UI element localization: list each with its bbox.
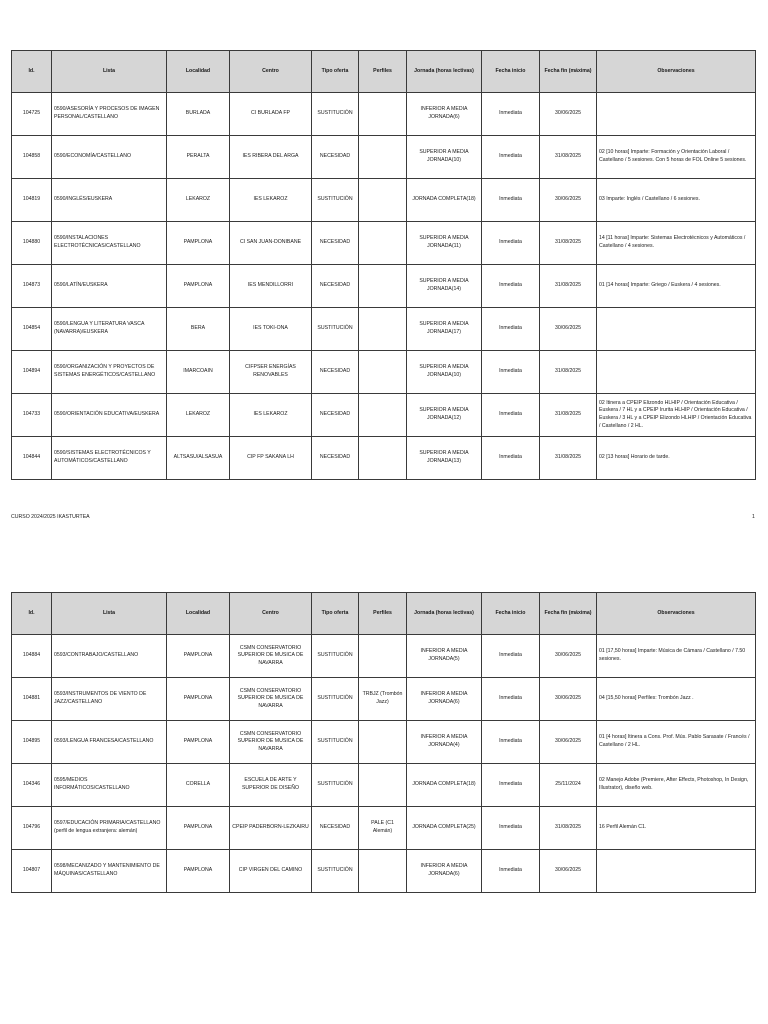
table-row: [12, 308, 756, 351]
header-localidad: Localidad: [167, 593, 230, 635]
cell-fecha-fin: 31/08/2025: [540, 265, 597, 308]
cell-localidad: PAMPLONA: [167, 222, 230, 265]
cell-id: 104880: [12, 222, 52, 265]
cell-lista: 0590/SISTEMAS ELECTROTÉCNICOS Y AUTOMÁTICOS/CASTELLANO: [52, 437, 167, 480]
cell-id: 104894: [12, 351, 52, 394]
cell-fecha-fin: 30/06/2025: [540, 635, 597, 678]
table-row: [12, 807, 756, 850]
cell-id: 104881: [12, 678, 52, 721]
cell-lista: 0590/ORGANIZACIÓN Y PROYECTOS DE SISTEMAS ENERGÉTICOS/CASTELLANO: [52, 351, 167, 394]
cell-localidad: ALTSASU/ALSASUA: [167, 437, 230, 480]
cell-lista: 0590/ASESORÍA Y PROCESOS DE IMAGEN PERSONAL/CASTELLANO: [52, 93, 167, 136]
cell-fecha-fin: 30/06/2025: [540, 721, 597, 764]
table-row: [12, 437, 756, 480]
cell-jornada: INFERIOR A MEDIA JORNADA(6): [407, 678, 482, 721]
cell-jornada: SUPERIOR A MEDIA JORNADA(11): [407, 222, 482, 265]
cell-centro: CSMN CONSERVATORIO SUPERIOR DE MUSICA DE NAVARRA: [230, 721, 312, 764]
cell-id: 104884: [12, 635, 52, 678]
cell-id: 104858: [12, 136, 52, 179]
table-row: [12, 265, 756, 308]
header-lista: Lista: [52, 593, 167, 635]
cell-jornada: SUPERIOR A MEDIA JORNADA(12): [407, 394, 482, 437]
cell-tipo-oferta: SUSTITUCIÓN: [312, 764, 359, 807]
cell-jornada: JORNADA COMPLETA(18): [407, 764, 482, 807]
table-row: [12, 93, 756, 136]
cell-fecha-inicio: Inmediata: [482, 635, 540, 678]
table-header-row: [12, 593, 756, 635]
cell-centro: CIP FP SAKANA LH: [230, 437, 312, 480]
header-fecha-inicio: Fecha inicio: [482, 51, 540, 93]
cell-fecha-fin: 30/06/2025: [540, 678, 597, 721]
cell-lista: 0590/LENGUA Y LITERATURA VASCA (NAVARRA)/EUSKERA: [52, 308, 167, 351]
cell-id: 104844: [12, 437, 52, 480]
cell-id: 104854: [12, 308, 52, 351]
cell-tipo-oferta: SUSTITUCIÓN: [312, 179, 359, 222]
cell-fecha-fin: 25/11/2024: [540, 764, 597, 807]
cell-fecha-fin: 31/08/2025: [540, 807, 597, 850]
table-row: [12, 351, 756, 394]
table-row: [12, 678, 756, 721]
cell-lista: 0593/CONTRABAJO/CASTELLANO: [52, 635, 167, 678]
table-header-row: [12, 51, 756, 93]
cell-lista: 0597/EDUCACIÓN PRIMARIA/CASTELLANO (perfil de lengua extranjera: alemán): [52, 807, 167, 850]
cell-tipo-oferta: NECESIDAD: [312, 136, 359, 179]
cell-perfiles: [359, 222, 407, 265]
cell-observaciones: 01 [14 horas] Imparte: Griego / Euskera / 4 sesiones.: [597, 265, 756, 308]
cell-observaciones: 16 Perfil Alemán C1.: [597, 807, 756, 850]
header-jornada: Jornada (horas lectivas): [407, 593, 482, 635]
cell-jornada: INFERIOR A MEDIA JORNADA(5): [407, 635, 482, 678]
cell-id: 104733: [12, 394, 52, 437]
cell-centro: IES TOKI-ONA: [230, 308, 312, 351]
cell-fecha-inicio: Inmediata: [482, 721, 540, 764]
cell-fecha-inicio: Inmediata: [482, 764, 540, 807]
cell-fecha-inicio: Inmediata: [482, 179, 540, 222]
cell-fecha-fin: 31/08/2025: [540, 437, 597, 480]
cell-fecha-fin: 30/06/2025: [540, 308, 597, 351]
cell-centro: IES RIBERA DEL ARGA: [230, 136, 312, 179]
header-tipo-oferta: Tipo oferta: [312, 51, 359, 93]
cell-fecha-fin: 31/08/2025: [540, 136, 597, 179]
cell-fecha-inicio: Inmediata: [482, 351, 540, 394]
cell-jornada: SUPERIOR A MEDIA JORNADA(10): [407, 136, 482, 179]
cell-tipo-oferta: SUSTITUCIÓN: [312, 308, 359, 351]
course-footer: CURSO 2024/2025 IKASTURTEA: [11, 514, 90, 520]
cell-centro: CSMN CONSERVATORIO SUPERIOR DE MUSICA DE NAVARRA: [230, 678, 312, 721]
header-tipo-oferta: Tipo oferta: [312, 593, 359, 635]
table-row: [12, 764, 756, 807]
cell-perfiles: [359, 308, 407, 351]
cell-localidad: CORELLA: [167, 764, 230, 807]
cell-perfiles: [359, 351, 407, 394]
cell-id: 104819: [12, 179, 52, 222]
cell-fecha-inicio: Inmediata: [482, 394, 540, 437]
cell-tipo-oferta: SUSTITUCIÓN: [312, 678, 359, 721]
cell-fecha-inicio: Inmediata: [482, 437, 540, 480]
cell-jornada: SUPERIOR A MEDIA JORNADA(17): [407, 308, 482, 351]
cell-lista: 0590/LATÍN/EUSKERA: [52, 265, 167, 308]
cell-fecha-fin: 31/08/2025: [540, 351, 597, 394]
cell-fecha-fin: 30/06/2025: [540, 179, 597, 222]
header-centro: Centro: [230, 593, 312, 635]
cell-jornada: JORNADA COMPLETA(18): [407, 179, 482, 222]
cell-fecha-inicio: Inmediata: [482, 807, 540, 850]
cell-localidad: LEKAROZ: [167, 179, 230, 222]
cell-tipo-oferta: NECESIDAD: [312, 437, 359, 480]
cell-perfiles: TRBJZ (Trombón Jazz): [359, 678, 407, 721]
cell-localidad: LEKAROZ: [167, 394, 230, 437]
cell-tipo-oferta: SUSTITUCIÓN: [312, 635, 359, 678]
header-observaciones: Observaciones: [597, 593, 756, 635]
cell-perfiles: [359, 136, 407, 179]
header-id: Id.: [12, 51, 52, 93]
cell-centro: CSMN CONSERVATORIO SUPERIOR DE MUSICA DE NAVARRA: [230, 635, 312, 678]
cell-id: 104725: [12, 93, 52, 136]
cell-localidad: PAMPLONA: [167, 678, 230, 721]
cell-id: 104873: [12, 265, 52, 308]
header-observaciones: Observaciones: [597, 51, 756, 93]
cell-lista: 0590/INGLÉS/EUSKERA: [52, 179, 167, 222]
header-perfiles: Perfiles: [359, 51, 407, 93]
cell-id: 104796: [12, 807, 52, 850]
cell-fecha-inicio: Inmediata: [482, 678, 540, 721]
cell-observaciones: 02 [10 horas] Imparte: Formación y Orientación Laboral / Castellano / 5 sesiones. Con 5 horas de FOL Online 5 sesiones.: [597, 136, 756, 179]
cell-jornada: SUPERIOR A MEDIA JORNADA(14): [407, 265, 482, 308]
cell-observaciones: 04 [15,50 horas] Perfiles: Trombón Jazz .: [597, 678, 756, 721]
cell-localidad: PAMPLONA: [167, 807, 230, 850]
cell-jornada: INFERIOR A MEDIA JORNADA(4): [407, 721, 482, 764]
cell-observaciones: 02 Manejo Adobe (Premiere, After Effects, Photoshop, In Design, Illustrator), diseño web.: [597, 764, 756, 807]
cell-tipo-oferta: SUSTITUCIÓN: [312, 93, 359, 136]
cell-tipo-oferta: SUSTITUCIÓN: [312, 850, 359, 893]
cell-fecha-inicio: Inmediata: [482, 308, 540, 351]
cell-fecha-inicio: Inmediata: [482, 222, 540, 265]
cell-observaciones: [597, 308, 756, 351]
cell-fecha-inicio: Inmediata: [482, 136, 540, 179]
cell-perfiles: [359, 721, 407, 764]
cell-lista: 0590/INSTALACIONES ELECTROTÉCNICAS/CASTELLANO: [52, 222, 167, 265]
cell-tipo-oferta: NECESIDAD: [312, 265, 359, 308]
table-row: [12, 721, 756, 764]
cell-lista: 0593/INSTRUMENTOS DE VIENTO DE JAZZ/CASTELLANO: [52, 678, 167, 721]
cell-jornada: SUPERIOR A MEDIA JORNADA(13): [407, 437, 482, 480]
cell-localidad: PERALTA: [167, 136, 230, 179]
cell-observaciones: [597, 93, 756, 136]
cell-id: 104807: [12, 850, 52, 893]
cell-centro: CI SAN JUAN-DONIBANE: [230, 222, 312, 265]
cell-observaciones: 14 [11 horas] Imparte: Sistemas Electrotécnicos y Automáticos / Castellano / 4 sesiones.: [597, 222, 756, 265]
table-row: [12, 394, 756, 437]
cell-fecha-fin: 30/06/2025: [540, 850, 597, 893]
cell-localidad: BERA: [167, 308, 230, 351]
cell-fecha-fin: 31/08/2025: [540, 222, 597, 265]
cell-observaciones: 02 [13 horas] Horario de tarde.: [597, 437, 756, 480]
cell-localidad: IMARCOAIN: [167, 351, 230, 394]
cell-tipo-oferta: NECESIDAD: [312, 394, 359, 437]
header-localidad: Localidad: [167, 51, 230, 93]
cell-perfiles: PALE (C1 Alemán): [359, 807, 407, 850]
header-perfiles: Perfiles: [359, 593, 407, 635]
cell-observaciones: 03 Imparte: Inglés / Castellano / 6 sesiones.: [597, 179, 756, 222]
cell-localidad: PAMPLONA: [167, 265, 230, 308]
cell-jornada: SUPERIOR A MEDIA JORNADA(10): [407, 351, 482, 394]
cell-perfiles: [359, 635, 407, 678]
table-body: [12, 93, 756, 480]
cell-fecha-fin: 30/06/2025: [540, 93, 597, 136]
cell-perfiles: [359, 265, 407, 308]
page-number: 1: [752, 514, 755, 520]
cell-perfiles: [359, 764, 407, 807]
cell-perfiles: [359, 850, 407, 893]
cell-centro: CIFPSER ENERGÍAS RENOVABLES: [230, 351, 312, 394]
table-row: [12, 635, 756, 678]
cell-centro: CI BURLADA FP: [230, 93, 312, 136]
cell-observaciones: [597, 351, 756, 394]
cell-localidad: BURLADA: [167, 93, 230, 136]
cell-lista: 0593/LENGUA FRANCESA/CASTELLANO: [52, 721, 167, 764]
header-fecha-inicio: Fecha inicio: [482, 593, 540, 635]
cell-perfiles: [359, 93, 407, 136]
cell-perfiles: [359, 437, 407, 480]
offers-table-2: [11, 592, 756, 893]
cell-fecha-inicio: Inmediata: [482, 850, 540, 893]
cell-centro: IES LEKAROZ: [230, 179, 312, 222]
cell-jornada: JORNADA COMPLETA(25): [407, 807, 482, 850]
cell-centro: CPEIP PADERBORN-LEZKAIRU: [230, 807, 312, 850]
table-row: [12, 850, 756, 893]
cell-perfiles: [359, 394, 407, 437]
cell-id: 104346: [12, 764, 52, 807]
header-jornada: Jornada (horas lectivas): [407, 51, 482, 93]
table-row: [12, 179, 756, 222]
cell-lista: 0590/ECONOMÍA/CASTELLANO: [52, 136, 167, 179]
offers-table-1: [11, 50, 756, 480]
cell-lista: 0590/ORIENTACIÓN EDUCATIVA/EUSKERA: [52, 394, 167, 437]
cell-centro: IES MENDILLORRI: [230, 265, 312, 308]
cell-lista: 0598/MECANIZADO Y MANTENIMIENTO DE MÁQUINAS/CASTELLANO: [52, 850, 167, 893]
cell-fecha-fin: 31/08/2025: [540, 394, 597, 437]
cell-observaciones: 01 [4 horas] Itinera a Cons. Prof. Mús. Pablo Sarasate / Francés / Castellano / 2 HL.: [597, 721, 756, 764]
cell-localidad: PAMPLONA: [167, 635, 230, 678]
cell-localidad: PAMPLONA: [167, 721, 230, 764]
cell-jornada: INFERIOR A MEDIA JORNADA(6): [407, 850, 482, 893]
cell-tipo-oferta: SUSTITUCIÓN: [312, 721, 359, 764]
header-id: Id.: [12, 593, 52, 635]
header-lista: Lista: [52, 51, 167, 93]
cell-observaciones: 01 [17,50 horas] Imparte: Música de Cámara / Castellano / 7.50 sesiones.: [597, 635, 756, 678]
table-row: [12, 222, 756, 265]
cell-centro: ESCUELA DE ARTE Y SUPERIOR DE DISEÑO: [230, 764, 312, 807]
cell-lista: 0595/MEDIOS INFORMÁTICOS/CASTELLANO: [52, 764, 167, 807]
cell-perfiles: [359, 179, 407, 222]
header-centro: Centro: [230, 51, 312, 93]
cell-fecha-inicio: Inmediata: [482, 265, 540, 308]
cell-jornada: INFERIOR A MEDIA JORNADA(6): [407, 93, 482, 136]
cell-localidad: PAMPLONA: [167, 850, 230, 893]
cell-id: 104895: [12, 721, 52, 764]
cell-tipo-oferta: NECESIDAD: [312, 807, 359, 850]
cell-tipo-oferta: NECESIDAD: [312, 222, 359, 265]
cell-centro: IES LEKAROZ: [230, 394, 312, 437]
cell-fecha-inicio: Inmediata: [482, 93, 540, 136]
cell-tipo-oferta: NECESIDAD: [312, 351, 359, 394]
header-fecha-fin: Fecha fin (máxima): [540, 51, 597, 93]
cell-observaciones: [597, 850, 756, 893]
header-fecha-fin: Fecha fin (máxima): [540, 593, 597, 635]
table-body: [12, 635, 756, 893]
cell-observaciones: 02 Itinera a CPEIP Elizondo HLHIP / Orientación Educativa / Euskera / 7 HL y a CPEIP Irurita HLHIP / Orientación Educativa / Euskera / 3 HL y a CPEIP Elizondo HLHIP / Orientación Educativa / Castellano / 2 HL.: [597, 394, 756, 437]
table-row: [12, 136, 756, 179]
cell-centro: CIP VIRGEN DEL CAMINO: [230, 850, 312, 893]
